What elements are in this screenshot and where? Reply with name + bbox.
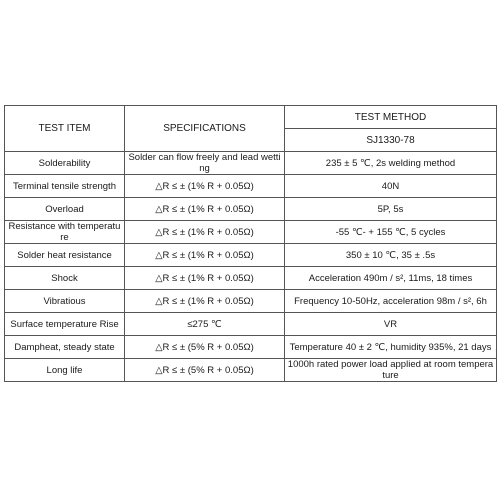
cell-spec: △R ≤ ± (5% R + 0.05Ω)	[125, 359, 285, 382]
table-row	[5, 175, 497, 198]
table-row	[5, 267, 497, 290]
cell-method: Acceleration 490m / s², 11ms, 18 times	[285, 267, 497, 290]
cell-method: VR	[285, 313, 497, 336]
table-row	[5, 313, 497, 336]
cell-spec: △R ≤ ± (1% R + 0.05Ω)	[125, 244, 285, 267]
cell-item: Shock	[5, 267, 125, 290]
header-row	[5, 106, 497, 129]
header-test-method: TEST METHOD	[285, 106, 497, 129]
cell-spec: △R ≤ ± (1% R + 0.05Ω)	[125, 221, 285, 244]
cell-item: Overload	[5, 198, 125, 221]
cell-method: Frequency 10-50Hz, acceleration 98m / s², 6h	[285, 290, 497, 313]
header-standard: SJ1330-78	[285, 129, 497, 152]
table-row	[5, 152, 497, 175]
cell-spec: Solder can flow freely and lead wetting	[125, 152, 285, 175]
cell-item: Dampheat, steady state	[5, 336, 125, 359]
cell-item: Vibratious	[5, 290, 125, 313]
cell-spec: △R ≤ ± (1% R + 0.05Ω)	[125, 198, 285, 221]
header-specifications: SPECIFICATIONS	[125, 106, 285, 152]
cell-method: 1000h rated power load applied at room temperature	[285, 359, 497, 382]
spec-table-container	[4, 105, 497, 382]
header-test-item: TEST ITEM	[5, 106, 125, 152]
cell-spec: △R ≤ ± (1% R + 0.05Ω)	[125, 175, 285, 198]
cell-method: 5P, 5s	[285, 198, 497, 221]
cell-method: 350 ± 10 ℃, 35 ± .5s	[285, 244, 497, 267]
table-row	[5, 198, 497, 221]
cell-item: Surface temperature Rise	[5, 313, 125, 336]
specification-table	[4, 105, 497, 382]
cell-spec: △R ≤ ± (5% R + 0.05Ω)	[125, 336, 285, 359]
cell-item: Resistance with temperature	[5, 221, 125, 244]
cell-method: 235 ± 5 ℃, 2s welding method	[285, 152, 497, 175]
cell-spec: △R ≤ ± (1% R + 0.05Ω)	[125, 290, 285, 313]
table-row	[5, 290, 497, 313]
cell-method: Temperature 40 ± 2 ℃, humidity 935%, 21 days	[285, 336, 497, 359]
cell-item: Solder heat resistance	[5, 244, 125, 267]
cell-method: 40N	[285, 175, 497, 198]
cell-item: Terminal tensile strength	[5, 175, 125, 198]
cell-spec: ≤275 ℃	[125, 313, 285, 336]
cell-item: Long life	[5, 359, 125, 382]
table-row	[5, 244, 497, 267]
cell-spec: △R ≤ ± (1% R + 0.05Ω)	[125, 267, 285, 290]
table-row	[5, 221, 497, 244]
cell-method: -55 ℃- + 155 ℃, 5 cycles	[285, 221, 497, 244]
table-row	[5, 359, 497, 382]
table-row	[5, 336, 497, 359]
cell-item: Solderability	[5, 152, 125, 175]
